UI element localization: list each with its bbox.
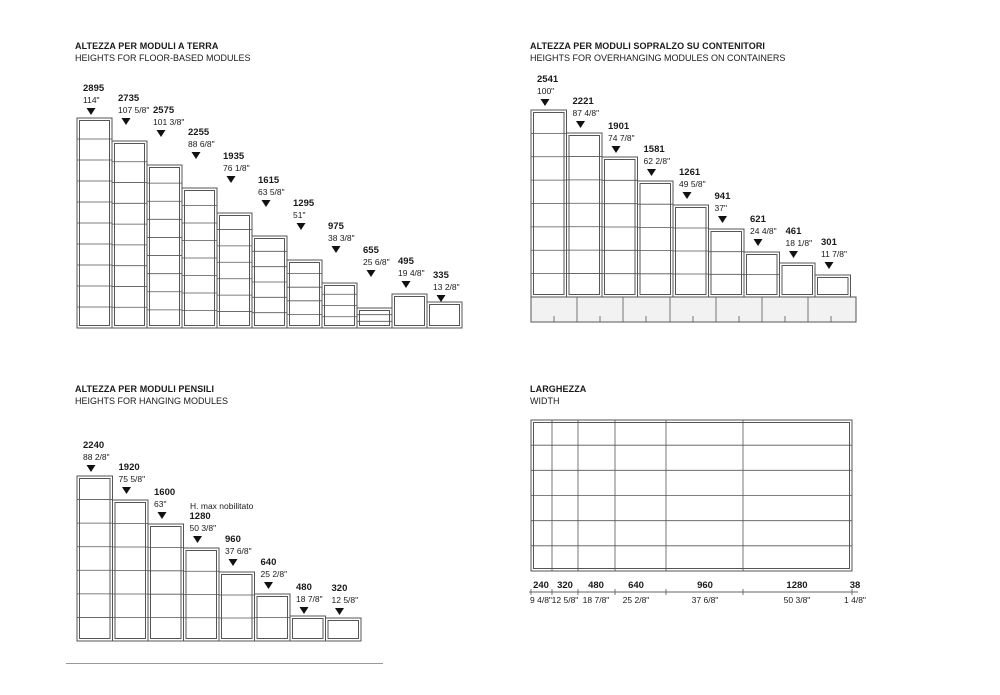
width-inch-label: 9 4/8" (530, 595, 552, 605)
height-inch-label: 74 7/8" (608, 133, 635, 143)
height-mm-label: 1920 (118, 462, 140, 473)
height-inch-label: 19 4/8" (398, 268, 425, 278)
width-mm-label: 960 (697, 580, 713, 591)
height-inch-label: 18 1/8" (785, 238, 813, 248)
height-marker-arrow (229, 559, 238, 566)
column-outline (290, 616, 326, 641)
width-mm-label: 480 (588, 580, 604, 591)
height-mm-label: 1581 (643, 144, 665, 155)
width-mm-label: 240 (533, 580, 549, 591)
height-marker-arrow (300, 607, 309, 614)
height-marker-arrow (576, 121, 585, 128)
height-marker-arrow (122, 118, 131, 125)
height-mm-label: 2575 (153, 105, 175, 116)
shelf-column (252, 236, 287, 328)
height-mm-label: 301 (821, 237, 837, 248)
shelf-column (219, 572, 255, 641)
column-inner (80, 479, 111, 639)
height-mm-label: 640 (260, 557, 277, 568)
height-inch-label: 18 7/8" (296, 594, 323, 604)
height-inch-label: 87 4/8" (572, 108, 600, 118)
shelf-column (427, 302, 462, 328)
width-subtitle: WIDTH (530, 396, 560, 406)
hanging-diagram (77, 440, 361, 641)
shelf-column (182, 188, 217, 328)
column-outline (287, 260, 322, 328)
height-mm-label: 461 (785, 226, 802, 237)
height-marker-arrow (367, 270, 376, 277)
column-inner (711, 232, 742, 295)
column-outline (147, 165, 182, 328)
shelf-column (113, 500, 149, 641)
shelf-column (217, 213, 252, 328)
height-inch-label: 25 6/8" (363, 257, 390, 267)
overhang-subtitle: HEIGHTS FOR OVERHANGING MODULES ON CONTAINERS (530, 53, 786, 63)
width-inch-label: 25 2/8" (622, 595, 650, 605)
width-inch-label: 37 6/8" (691, 595, 719, 605)
height-marker-arrow (122, 487, 131, 494)
shelf-column (673, 205, 709, 297)
height-inch-label: 49 5/8" (679, 179, 706, 189)
height-marker-arrow (262, 200, 271, 207)
height-mm-label: 480 (296, 582, 312, 593)
height-inch-label: 88 2/8" (83, 452, 110, 462)
height-marker-arrow (754, 239, 763, 246)
shelf-column (602, 157, 638, 297)
overhang-diagram (531, 74, 856, 322)
width-mm-label: 38 (849, 580, 861, 591)
shelf-column (709, 229, 745, 297)
height-inch-label: 63" (154, 499, 167, 509)
shelf-column (531, 110, 567, 297)
height-inch-label: 25 2/8" (260, 569, 288, 579)
height-inch-label: 107 5/8" (118, 105, 150, 115)
height-inch-label: 101 3/8" (153, 117, 185, 127)
height-mm-label: 1901 (608, 121, 630, 132)
height-mm-label: 2541 (537, 74, 559, 85)
column-outline (77, 476, 113, 641)
height-mm-label: 621 (750, 214, 766, 225)
column-inner (151, 527, 182, 639)
height-marker-arrow (87, 108, 96, 115)
shelf-column (392, 294, 427, 328)
height-marker-arrow (402, 281, 411, 288)
height-inch-label: 114" (83, 95, 100, 105)
shelf-column (322, 283, 357, 328)
column-outline (427, 302, 462, 328)
floor-subtitle: HEIGHTS FOR FLOOR-BASED MODULES (75, 53, 251, 63)
height-mm-label: 941 (714, 191, 731, 202)
height-inch-label: 37" (714, 203, 727, 213)
column-inner (328, 621, 359, 639)
height-inch-label: 37 6/8" (225, 546, 252, 556)
width-inch-label: 1 4/8" (844, 595, 866, 605)
height-mm-label: 1261 (679, 167, 701, 178)
height-marker-arrow (264, 582, 273, 589)
height-mm-label: 1615 (258, 175, 280, 186)
column-outline (567, 133, 603, 297)
column-outline (392, 294, 427, 328)
hanging-subtitle: HEIGHTS FOR HANGING MODULES (75, 396, 229, 406)
container-outline (531, 297, 856, 322)
height-marker-arrow (193, 536, 202, 543)
shelf-column (287, 260, 322, 328)
shelf-column (77, 476, 113, 641)
height-marker-arrow (332, 246, 341, 253)
height-inch-label: 11 7/8" (821, 249, 848, 259)
column-inner (818, 278, 849, 295)
height-inch-label: 100" (537, 86, 555, 96)
height-inch-label: 24 4/8" (750, 226, 777, 236)
height-mm-label: 320 (331, 583, 348, 594)
floor-diagram (77, 83, 462, 328)
height-inch-label: 51" (293, 210, 306, 220)
shelf-column (780, 263, 816, 297)
shelf-column (112, 141, 147, 328)
height-mm-label: 655 (363, 245, 379, 256)
column-outline (709, 229, 745, 297)
height-mm-label: 2895 (83, 83, 105, 94)
column-inner (220, 216, 250, 326)
column-outline (217, 213, 252, 328)
height-mm-label: 1280 (189, 511, 211, 522)
width-inch-label: 50 3/8" (783, 595, 811, 605)
column-outline (219, 572, 255, 641)
height-inch-label: 38 3/8" (328, 233, 355, 243)
height-marker-arrow (825, 262, 834, 269)
height-marker-arrow (335, 608, 344, 615)
height-marker-arrow (789, 251, 798, 258)
column-outline (148, 524, 184, 641)
column-outline (815, 275, 851, 297)
column-outline (112, 141, 147, 328)
column-inner (430, 305, 460, 326)
height-inch-label: 76 1/8" (223, 163, 250, 173)
height-inch-label: 50 3/8" (189, 523, 217, 533)
width-inch-label: 18 7/8" (582, 595, 610, 605)
width-diagram (529, 420, 866, 605)
height-marker-arrow (157, 130, 166, 137)
floor-title: ALTEZZA PER MODULI A TERRA (75, 41, 219, 51)
height-marker-arrow (227, 176, 236, 183)
width-mm-label: 1280 (786, 580, 808, 591)
column-inner (395, 297, 425, 326)
shelf-column (357, 308, 392, 328)
height-mm-label: 495 (398, 256, 414, 267)
height-mm-label: 975 (328, 221, 344, 232)
shelf-column (77, 118, 112, 328)
height-inch-label: 62 2/8" (643, 156, 671, 166)
container-base (531, 297, 856, 322)
shelf-column (638, 181, 674, 297)
shelf-column (567, 133, 603, 297)
height-marker-arrow (158, 512, 167, 519)
column-inner (115, 144, 145, 326)
height-mm-label: 2221 (572, 96, 594, 107)
height-mm-label: 1600 (154, 487, 176, 498)
height-marker-arrow (87, 465, 96, 472)
height-mm-label: 1935 (223, 151, 245, 162)
shelf-column (815, 275, 851, 297)
height-marker-arrow (297, 223, 306, 230)
width-mm-label: 320 (557, 580, 573, 591)
height-mm-label: 1295 (293, 198, 315, 209)
height-inch-label: 12 5/8" (331, 595, 359, 605)
height-mm-label: 2240 (83, 440, 105, 451)
height-marker-arrow (718, 216, 727, 223)
height-marker-arrow (541, 99, 550, 106)
column-outline (780, 263, 816, 297)
height-inch-label: 75 5/8" (118, 474, 146, 484)
height-inch-label: 63 5/8" (258, 187, 285, 197)
shelf-column (326, 618, 362, 641)
height-mm-label: 2735 (118, 93, 140, 104)
height-marker-arrow (612, 146, 621, 153)
height-mm-label: 960 (225, 534, 241, 545)
shelf-column (255, 594, 291, 641)
shelf-column (148, 524, 184, 641)
column-inner (640, 184, 671, 295)
height-mm-label: 335 (433, 270, 449, 281)
height-inch-label: 13 2/8" (433, 282, 460, 292)
width-title: LARGHEZZA (530, 384, 587, 394)
column-inner (569, 136, 600, 295)
shelf-column (184, 548, 220, 641)
column-outline (638, 181, 674, 297)
height-marker-arrow (683, 192, 692, 199)
height-mm-label: 2255 (188, 127, 210, 138)
shelf-column (147, 165, 182, 328)
column-inner (150, 168, 180, 326)
column-outline (326, 618, 362, 641)
width-mm-label: 640 (628, 580, 644, 591)
column-inner (290, 263, 320, 326)
height-marker-arrow (647, 169, 656, 176)
shelf-column (290, 616, 326, 641)
column-inner (782, 266, 813, 295)
overhang-title: ALTEZZA PER MODULI SOPRALZO SU CONTENITORI (530, 41, 766, 51)
shelf-column (744, 252, 780, 297)
height-marker-arrow (192, 152, 201, 159)
hanging-title: ALTEZZA PER MODULI PENSILI (75, 384, 215, 394)
column-inner (293, 619, 324, 639)
width-inch-label: 12 5/8" (551, 595, 579, 605)
height-inch-label: 88 6/8" (188, 139, 215, 149)
column-inner (360, 311, 390, 326)
max-height-note: H. max nobilitato (190, 501, 254, 511)
column-inner (222, 575, 253, 639)
height-marker-arrow (437, 295, 446, 302)
